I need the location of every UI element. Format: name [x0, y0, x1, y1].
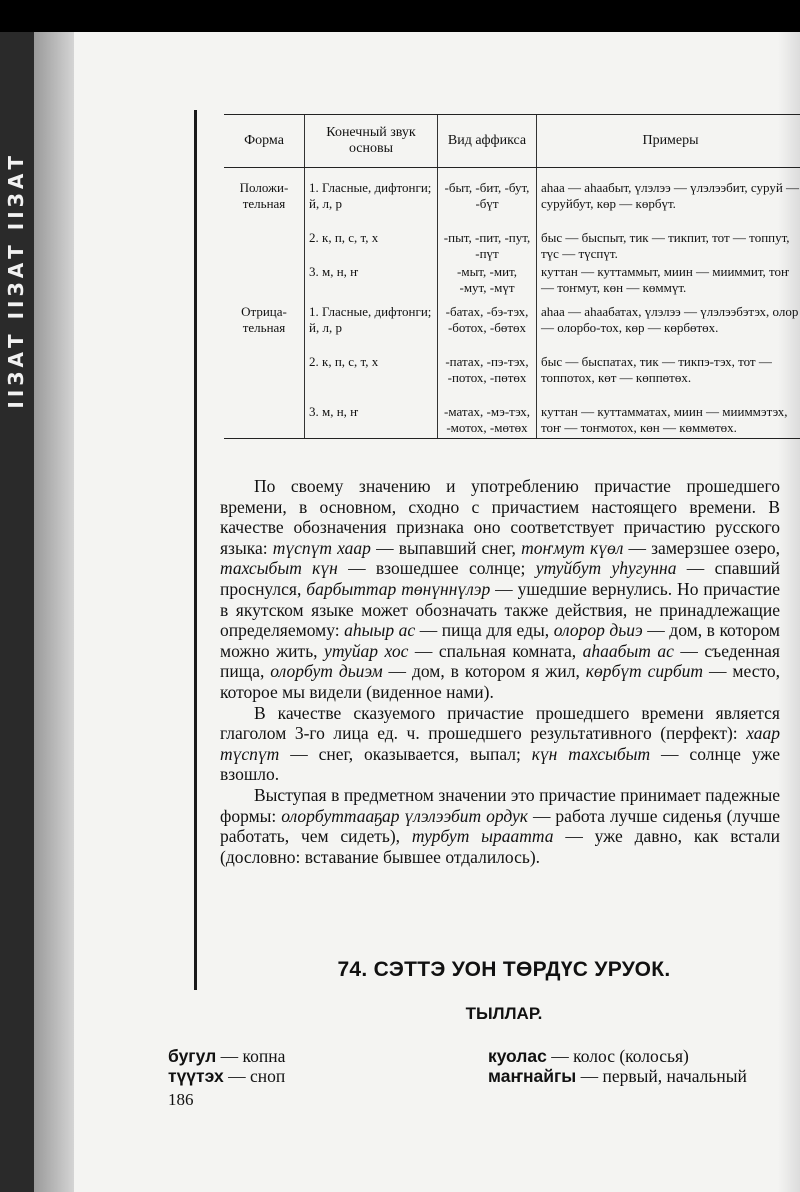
- text-run: — дом, в котором я жил,: [382, 661, 586, 682]
- page-gutter: [34, 32, 74, 1192]
- sound-group: 1. Гласные, дифтонги; й, л, р: [309, 180, 432, 211]
- examples-cell: [537, 168, 800, 297]
- text-run: — солнце уже взошло.: [220, 743, 780, 785]
- header-form: Форма: [224, 115, 305, 168]
- yakut-example: утуйбут уhугунна: [535, 558, 677, 579]
- table-row-negative: [224, 296, 800, 439]
- text-run: — место, которое мы видели (виденное нами).: [220, 661, 780, 702]
- text-run: — дом, в котором можно жить,: [220, 620, 780, 661]
- book-spine: [0, 32, 34, 1192]
- sound-group: 3. м, н, ҥ: [309, 404, 359, 419]
- yakut-example: аhаабыт ас: [582, 640, 674, 661]
- examples-group: куттан — куттамматах, миин — мииммэтэх, тоҥ — тоҥмотох, көн — көммөтөх.: [541, 404, 788, 435]
- form-cell: Положи-тельная: [239, 180, 289, 211]
- yakut-example: аhыыр ас: [344, 620, 416, 641]
- affix-group: -пыт, -пит, -пут, -пүт: [443, 230, 531, 261]
- sound-group: 2. к, п, с, т, х: [309, 230, 379, 245]
- examples-cell: [537, 296, 800, 439]
- yakut-example: олорбут дьиэм: [270, 661, 383, 682]
- spine-text: ІІЗАТ ІІЗАТ ІІЗАТ: [4, 152, 28, 409]
- text-run: — работа лучше сиденья (лучше работать, чем сидеть),: [220, 805, 780, 847]
- vocab-word: түүтэх: [168, 1066, 224, 1086]
- paragraph-substantive-use: [220, 785, 780, 867]
- text-run: — пища для еды,: [415, 620, 554, 641]
- text-run: — спавший проснулся,: [220, 558, 780, 599]
- vocabulary-heading: ТЫЛЛАР.: [465, 1004, 543, 1023]
- affix-group: -батах, -бэ-тэх, -ботох, -бөтөх: [445, 304, 529, 335]
- examples-group: аhаа — аhаабатах, үлэлээ — үлэлээбэтэх, олор — олорбо-тох, көр — көрбөтөх.: [541, 304, 799, 335]
- text-run: — выпавший снег,: [370, 537, 522, 558]
- text-run: — уже давно, как встали (дословно: вставание бывшее отдалилось).: [220, 826, 781, 867]
- examples-group: быс — быспатах, тик — тикпэ-тэх, тот — топпотох, көт — көппөтөх.: [541, 354, 772, 385]
- sound-group: 2. к, п, с, т, х: [309, 354, 379, 369]
- yakut-example: хаар түспүт: [220, 723, 780, 764]
- list-item: [168, 1046, 285, 1066]
- affix-cell: [438, 296, 537, 439]
- sound-cell: [305, 168, 438, 297]
- text-run: — снег, оказывается, выпал;: [279, 743, 532, 764]
- vocabulary-list-right: [488, 1046, 747, 1086]
- table-header-row: [224, 115, 800, 168]
- yakut-example: көрбүт сирбит: [585, 661, 704, 682]
- paragraph-predicate-use: [220, 703, 780, 785]
- explanation-text: [220, 476, 780, 867]
- examples-group: быс — быспыт, тик — тикпит, тот — топпут, түс — түспүт.: [541, 230, 790, 261]
- vocab-word: бугул: [168, 1046, 217, 1066]
- list-item: [168, 1066, 285, 1086]
- text-run: — замерзшее озеро,: [623, 537, 780, 558]
- sound-cell: [305, 296, 438, 439]
- lesson-heading: 74. СЭТТЭ УОН ТӨРДҮС УРУОК.: [337, 958, 671, 981]
- yakut-example: тахсыбыт күн: [220, 558, 338, 579]
- sound-group: 3. м, н, ҥ: [309, 264, 359, 279]
- yakut-example: олорбуттааҕар үлэлээбит ордук: [281, 805, 528, 826]
- margin-rule: [194, 110, 197, 990]
- affix-table: [224, 114, 800, 439]
- header-affix: Вид аффикса: [438, 115, 537, 168]
- examples-group: аhаа — аhаабыт, үлэлээ — үлэлээбит, суруй — суруйбут, көр — көрбүт.: [541, 180, 800, 211]
- yakut-example: олорор дьиэ: [553, 620, 643, 641]
- page-number: 186: [168, 1090, 194, 1109]
- yakut-example: күн тахсыбыт: [531, 743, 651, 764]
- vocab-word: маҥнайгы: [488, 1066, 577, 1086]
- examples-group: куттан — куттаммыт, миин — мииммит, тоҥ — тоҥмут, көн — көммүт.: [541, 264, 790, 295]
- yakut-example: тоҥмут күөл: [521, 537, 624, 558]
- table-row-positive: [224, 168, 800, 297]
- yakut-example: барбыттар төнүннүлэр: [306, 578, 491, 599]
- affix-group: -матах, -мэ-тэх, -мотох, -мөтөх: [444, 404, 530, 435]
- vocab-meaning: — копна: [216, 1046, 286, 1066]
- book-page: [74, 32, 800, 1192]
- vocab-meaning: — сноп: [223, 1066, 286, 1086]
- list-item: [488, 1066, 747, 1086]
- text-run: В качестве сказуемого причастие прошедшего времени является глаголом 3-го лица ед. ч. прошедшего результативного (перфект):: [220, 702, 780, 744]
- form-cell: Отрица-тельная: [224, 296, 305, 439]
- sound-group: 1. Гласные, дифтонги; й, л, р: [309, 304, 432, 335]
- text-run: — ушедшие вернулись. Но причастие в якутском языке может обозначать также действия, не принадлежащие определяемому:: [220, 578, 780, 641]
- yakut-example: утуйар хос: [324, 640, 409, 661]
- scan-top-border: [0, 0, 800, 32]
- text-run: — съеденная пища,: [220, 640, 780, 682]
- vocab-meaning: — первый, начальный: [576, 1066, 747, 1086]
- affix-cell: [438, 168, 537, 297]
- vocab-word: куолас: [488, 1046, 547, 1066]
- affix-group: -мыт, -мит, -мут, -мүт: [457, 264, 517, 295]
- text-run: По своему значению и употреблению причастие прошедшего времени, в основном, сходно с причастием настоящего времени. В качестве обозначения признака оно соответствует причастию русского языка:: [220, 476, 780, 558]
- list-item: [488, 1046, 747, 1066]
- header-examples: Примеры: [537, 115, 800, 168]
- yakut-example: түспүт хаар: [272, 537, 371, 558]
- yakut-example: турбут ыраатта: [411, 826, 554, 847]
- vocabulary-list-left: [168, 1046, 285, 1086]
- text-run: Выступая в предметном значении это причастие принимает падежные формы:: [220, 784, 780, 826]
- affix-group: -быт, -бит, -бут, -бүт: [444, 180, 530, 211]
- paragraph-attributive-use: [220, 476, 780, 703]
- text-run: — взошедшее солнце;: [337, 558, 536, 579]
- header-final-sound: Конечный звук основы: [305, 115, 438, 168]
- affix-group: -патах, -пэ-тэх, -потох, -пөтөх: [445, 354, 529, 385]
- text-run: — спальная комната,: [408, 640, 583, 661]
- vocab-meaning: — колос (колосья): [546, 1046, 689, 1066]
